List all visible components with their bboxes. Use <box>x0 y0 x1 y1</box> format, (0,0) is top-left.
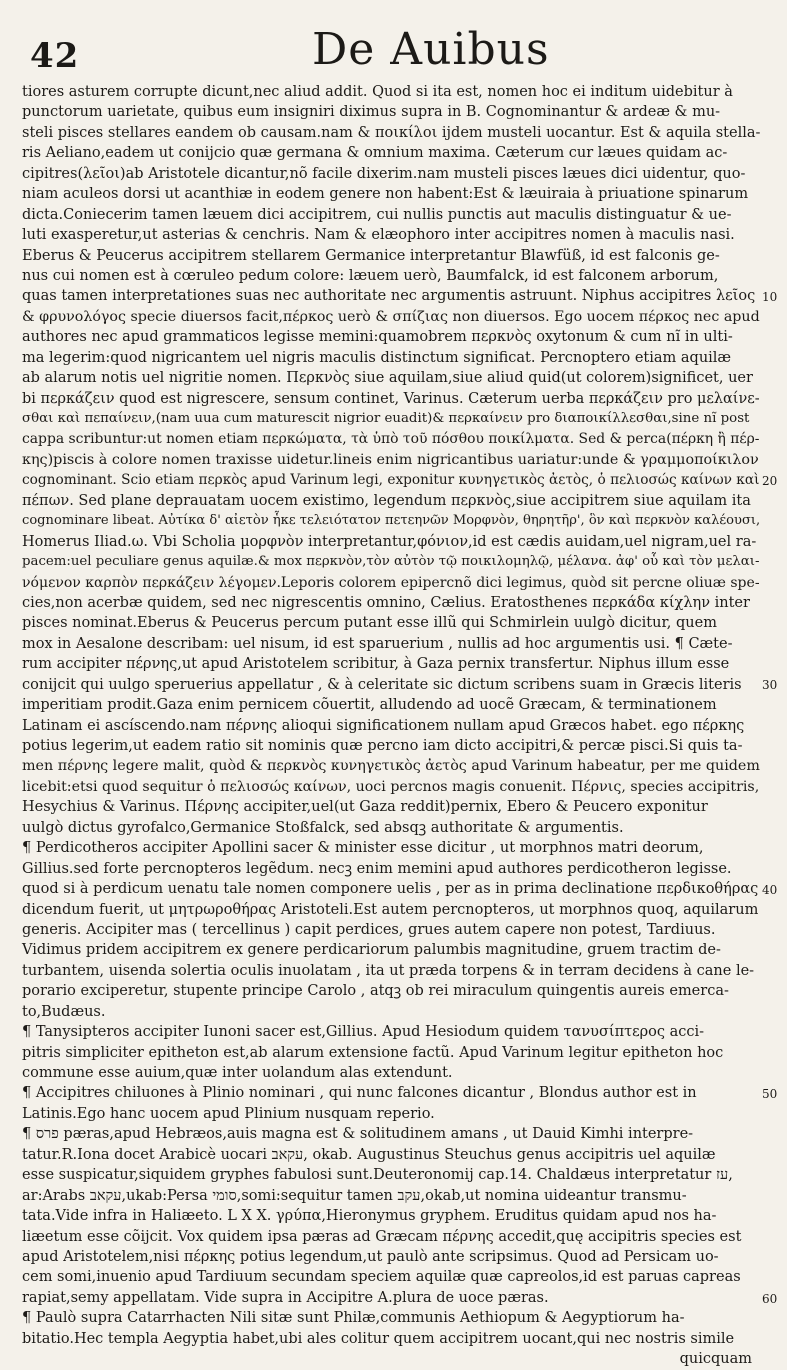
margin-line-number: 40 <box>762 882 778 897</box>
text-line: nus cui nomen est à cœruleo pedum colore: læuem uerò, Baumfalck, id est falconem arborum, <box>22 267 719 284</box>
text-line: & φρυνολόγος specie diuersos facit,πέρκος uerò & σπίζιας non diuersos. Ego uocem πέρκος nec apud <box>22 308 760 325</box>
text-line: punctorum uarietate, quibus eum insigniri diximus supra in B. Cognominantur & ardeæ & mu- <box>22 104 721 121</box>
text-line: men πέρνης legere malit, quòd & περκνὸς κυνηγετικὸς ἀετὸς apud Varinum habeatur, per me quidem <box>22 758 760 775</box>
text-line: licebit:etsi quod sequitur ὁ πελιοσώς καίνων, uoci percnos magis conuenit. Πέρνις, species accipitris, <box>22 778 760 795</box>
text-line: turbantem, uisenda solertia oculis inuolatam , ita ut præda torpens & in terram decidens à cane le- <box>22 962 755 979</box>
text-line: Homerus Iliad.ω. Vbi Scholia μορφνὸν interpretantur,φόνιον,id est cædis auidam,uel nigram,uel ra- <box>22 533 757 550</box>
text-line: generis. Accipiter mas ( tercellinus ) capit perdices, grues autem capere non potest, Tardiuus. <box>22 921 716 938</box>
text-line: conijcit qui uulgo speruerius appellatur , & à celeritate sic dictum scribens suam in Græcis literis <box>22 676 742 693</box>
text-line: tata.Vide infra in Haliæeto. L X X. γρύπα,Hieronymus gryphem. Eruditus quidam apud nos ha- <box>22 1208 717 1225</box>
text-line: commune esse auium,quæ inter uolandum alas extendunt. <box>22 1065 453 1081</box>
text-line: rum accipiter πέρνης,ut apud Aristotelem scribitur, à Gaza pernix transfertur. Niphus illum esse <box>22 656 730 673</box>
text-line: ¶ פרס pæras,apud Hebræos,auis magna est & solitudinem amans , ut Dauid Kimhi interpre- <box>22 1126 694 1143</box>
running-head: De Auibus <box>312 24 550 75</box>
text-line: pitris simpliciter epitheton est,ab alarum extensione factũ. Apud Varinum legitur epitheton hoc <box>22 1044 724 1061</box>
text-line: ¶ Accipitres chiluones à Plinio nominari , qui nunc falcones dicantur , Blondus author est in <box>22 1085 697 1102</box>
text-line: potius legerim,ut eadem ratio sit nominis quæ percno iam dicto accipitri,& percæ pisci.Si quis ta- <box>22 738 743 754</box>
text-line: apud Aristotelem,nisi πέρκης potius legendum,ut paulò ante scripsimus. Quod ad Persicam uo- <box>22 1248 719 1265</box>
text-line: dicendum fuerit, ut μητρωροθήρας Aristoteli.Est autem percnopteros, ut morphnos quoq, aquilarum <box>22 901 759 918</box>
text-line: liæetum esse cõijcit. Vox quidem ipsa pæras ad Græcam πέρνης accedit,quę accipitris species est <box>22 1228 742 1245</box>
text-line: Latinis.Ego hanc uocem apud Plinium nusquam reperio. <box>22 1105 435 1122</box>
text-line: ar:Arabs עקאב,ukab:Persa סומי,somi:sequitur tamen עקב,okab,ut nomina uideantur transmu- <box>22 1187 687 1204</box>
text-line: niam aculeos dorsi ut acanthiæ in eodem genere non habent:Est & læuiraia à priuatione spinarum <box>22 186 749 203</box>
text-line: Gillius.sed forte percnopteros legẽdum. necꝫ enim memini apud authores perdicotheron legisse. <box>22 860 732 877</box>
text-line: cognominant. Scio etiam περκὸς apud Varinum legi, exponitur κυνηγετικὸς ἀετὸς, ὁ πελιοσώς καίνων καὶ <box>22 472 760 489</box>
margin-line-number: 60 <box>762 1291 778 1306</box>
text-line: bitatio.Hec templa Aegyptia habet,ubi ales colitur quem accipitrem uocant,qui nec nostris simile <box>22 1330 735 1347</box>
text-line: Eberus & Peucerus accipitrem stellarem Germanice interpretantur Blawfüß, id est falconis ge- <box>22 247 720 264</box>
text-line: σθαι καὶ πεπαίνειν,(nam uua cum maturescit nigrior euadit)& περκαίνειν pro διαποικίλλεσθαι,sine nĩ post <box>22 411 750 426</box>
text-line: cappa scribuntur:ut nomen etiam περκώματα, τὰ ὑπὸ τοῦ πόσθου ποικίλματα. Sed & perca(πέρκη ἢ πέρ- <box>22 431 760 448</box>
text-line: to,Budæus. <box>22 1003 106 1020</box>
text-line: cognominare libeat. Αὐτίκα δ' αἰετὸν ἧκε τελειότατον πετεηνῶν Μορφνὸν, θηρητῆρ', ὃν καὶ περκνὸν καλέουσι, <box>22 513 761 529</box>
text-line: κης)piscis à colore nomen traxisse uidetur.lineis enim nigricantibus uariatur:unde & γραμμοποίκιλον <box>22 451 759 468</box>
text-line: ab alarum notis uel nigritie nomen. Περκνὸς siue aquilam,siue aliud quid(ut colorem)significet, uer <box>22 370 753 387</box>
text-line: ma legerim:quod nigricantem uel nigris maculis distinctum significat. Percnoptero etiam aquilæ <box>22 349 732 366</box>
text-line: tiores asturem corrupte dicunt,nec aliud addit. Quod si ita est, nomen hoc ei inditum uidebitur à <box>22 84 733 100</box>
text-line: authores nec apud grammaticos legisse memini:quamobrem περκνὸς oxytonum & cum nĩ in ulti- <box>22 329 733 346</box>
page-header <box>30 18 750 78</box>
body-text <box>22 82 760 1370</box>
page-number: 42 <box>30 36 80 76</box>
text-line: dicta.Coniecerim tamen læuem dici accipitrem, cui nullis punctis aut maculis distinguatur & ue- <box>22 206 732 223</box>
text-line: mox in Aesalone describam: uel nisum, id est sparuerium , nullis ad hoc argumentis usi. ¶ Cæte- <box>22 635 733 652</box>
text-line: ¶ Paulò supra Catarrhacten Nili sitæ sunt Philæ,communis Aethiopum & Aegyptiorum ha- <box>22 1310 685 1327</box>
text-line: luti exasperetur,ut asterias & cenchris. Nam & elæophoro inter accipitres nomen à maculis nasi. <box>22 227 735 244</box>
text-line: quod si à perdicum uenatu tale nomen componere uelis , per as in prima declinatione περδικοθήρας <box>22 881 759 898</box>
text-line: pacem:uel peculiare genus aquilæ.& mox περκνὸν,τὸν αὐτὸν τῷ ποικιλομηλῷ, μέλανα. ἀφ' οὗ καὶ τὸν μελαι- <box>22 554 760 570</box>
text-line: cies,non acerbæ quidem, sed nec nigrescentis omnino, Cælius. Eratosthenes περκάδα κίχλην inter <box>22 594 750 611</box>
text-line: quicquam <box>679 1351 752 1368</box>
text-line: cipitres(λεῖοι)ab Aristotele dicantur,nõ facile dixerim.nam musteli pisces læues dici uidentur, quo- <box>22 165 746 182</box>
margin-line-number: 10 <box>762 289 778 304</box>
text-line: steli pisces stellares eandem ob causam.nam & ποικίλοι ijdem musteli uocantur. Est & aquila stella- <box>22 124 761 141</box>
text-line: esse suspicatur,siquidem gryphes fabulosi sunt.Deuteronomij cap.14. Chaldæus interpretatur עז, <box>22 1167 733 1184</box>
text-line: Hesychius & Varinus. Πέρνης accipiter,uel(ut Gaza reddit)pernix, Ebero & Peucero exponitur <box>22 799 708 816</box>
text-line: rapiat,semy appellatam. Vide supra in Accipitre A.plura de uoce pæras. <box>22 1289 549 1306</box>
margin-line-number: 50 <box>762 1087 778 1102</box>
text-line: porario exciperetur, stupente principe Carolo , atqꝫ ob rei miraculum quingentis aureis emerca- <box>22 983 729 1000</box>
text-line: bi περκάζειν quod est nigrescere, sensum continet, Varinus. Cæterum uerba περκάζειν pro μελαίνε- <box>22 390 760 407</box>
margin-line-number: 20 <box>762 473 778 488</box>
margin-line-number: 30 <box>762 678 778 693</box>
text-line: Vidimus pridem accipitrem ex genere perdicariorum palumbis magnitudine, gruem tractim de- <box>22 942 721 959</box>
text-line: uulgò dictus gyrofalco,Germanice Stoßfalck, sed absqꝫ authoritate & argumentis. <box>22 819 624 836</box>
text-line: νόμενον καρπὸν περκάζειν λέγομεν.Leporis colorem epipercnõ dici legimus, quòd sit percne oliuæ spe- <box>22 574 760 591</box>
text-line: Latinam ei ascíscendo.nam πέρνης alioqui significationem nullam apud Græcos habet. ego πέρκης <box>22 717 745 734</box>
text-line: ris Aeliano,eadem ut conijcio quæ germana & omnium maxima. Cæterum cur læues quidam ac- <box>22 145 728 162</box>
text-line: cem somi,inuenio apud Tardiuum secundam speciem aquilæ quæ capreolos,id est paruas capreas <box>22 1269 741 1286</box>
text-line: tatur.R.Iona docet Arabicè uocari עקאב, okab. Augustinus Steuchus genus accipitris uel aquilæ <box>22 1146 716 1163</box>
text-line: ¶ Perdicotheros accipiter Apollini sacer & minister esse dicitur , ut morphnos matri deorum, <box>22 840 704 857</box>
text-line: quas tamen interpretationes suas nec authoritate nec argumentis astruunt. Niphus accipitres λεῖος <box>22 288 756 305</box>
text-line: πέπων. Sed plane deprauatam uocem existimo, legendum περκνὸς,siue accipitrem siue aquilam ita <box>22 492 751 509</box>
text-line: imperitiam prodit.Gaza enim pernicem cõuertit, alludendo ad uocẽ Græcam, & terminationem <box>22 697 717 714</box>
text-line: ¶ Tanysipteros accipiter Iunoni sacer est,Gillius. Apud Hesiodum quidem τανυσίπτερος acci- <box>22 1024 705 1041</box>
text-line: pisces nominat.Eberus & Peucerus percum putant esse illũ qui Schmirlein uulgò dicitur, quem <box>22 615 717 632</box>
